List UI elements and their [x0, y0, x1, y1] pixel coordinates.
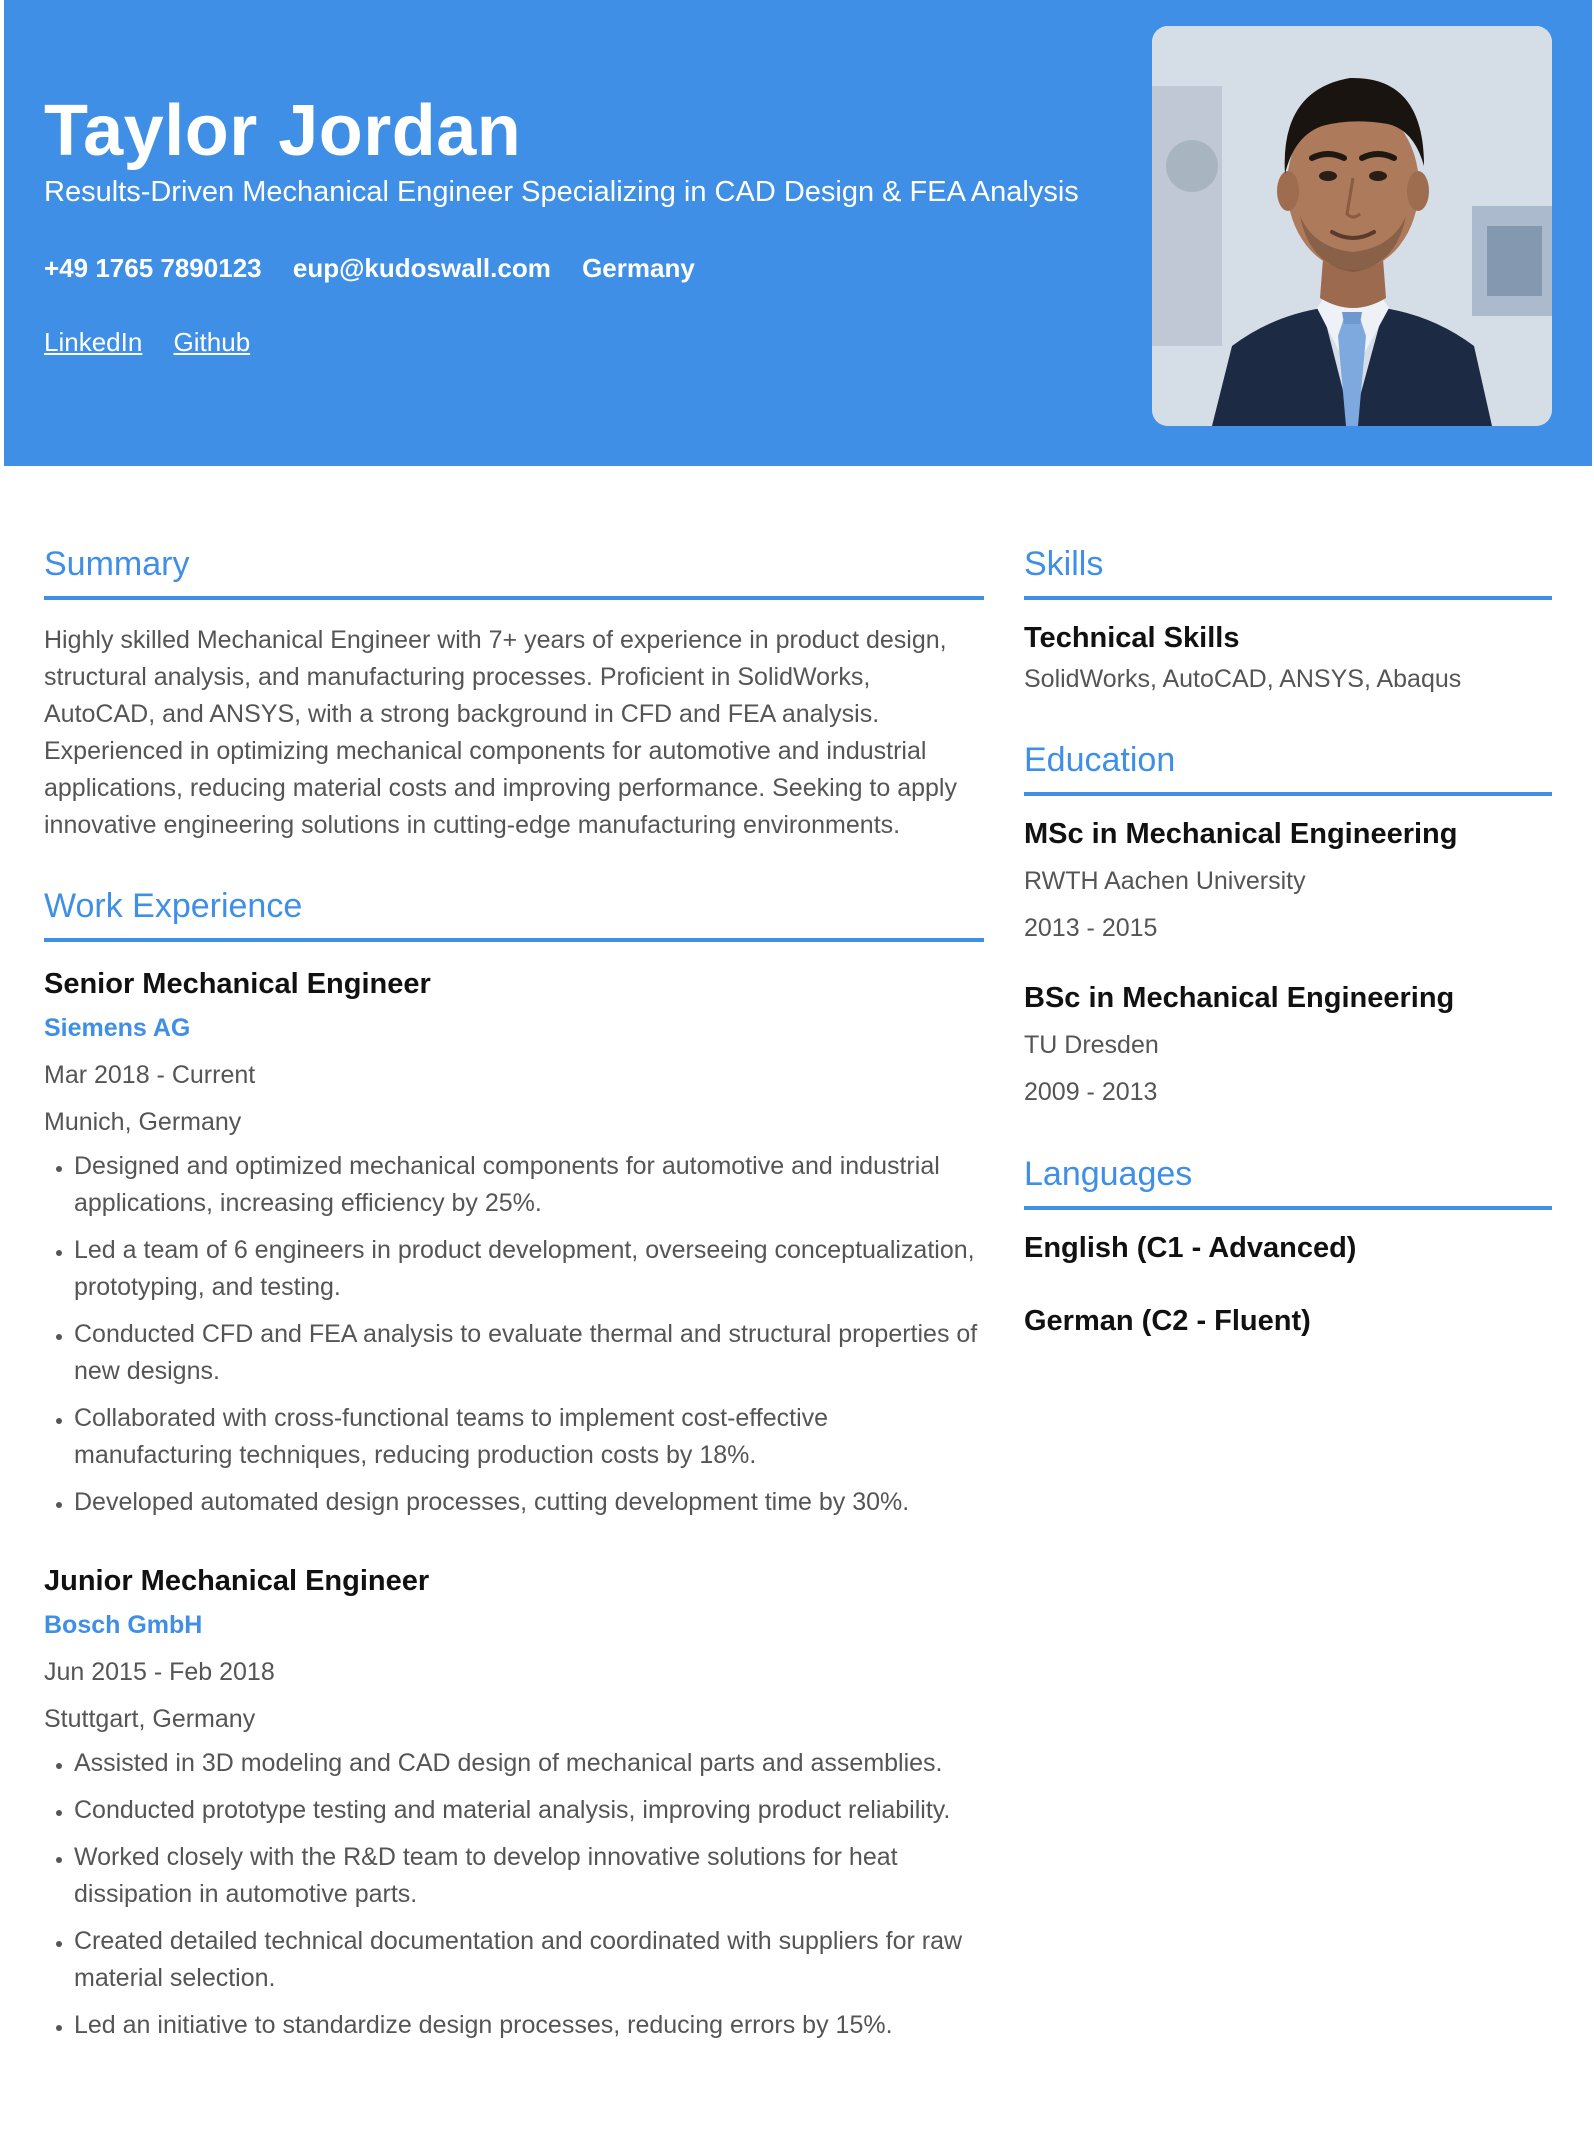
work-experience-section [44, 884, 984, 2044]
education-school: RWTH Aachen University [1024, 867, 1306, 895]
job-entry [44, 964, 984, 1521]
education-degree: MSc in Mechanical Engineering [1024, 818, 1458, 850]
job-title: Senior Mechanical Engineer [44, 968, 431, 1000]
job-bullet: • Worked closely with the R&D team to develop innovative solutions for heat dissipation in automotive parts. [74, 1839, 984, 1913]
education-entry [1024, 978, 1552, 1112]
main-column [44, 542, 984, 2054]
education-years: 2009 - 2013 [1024, 1078, 1158, 1106]
education-entry [1024, 814, 1552, 948]
education-school: TU Dresden [1024, 1031, 1159, 1059]
education-degree: BSc in Mechanical Engineering [1024, 982, 1455, 1014]
profile-photo [1152, 26, 1552, 426]
skills-heading: Skills [1024, 542, 1552, 600]
summary-section [44, 542, 984, 844]
job-bullet: • Designed and optimized mechanical components for automotive and industrial applications, increasing efficiency by 25%. [74, 1148, 984, 1222]
language-item: German (C2 - Fluent) [1024, 1305, 1311, 1337]
location-text: Germany [582, 253, 695, 283]
portrait-illustration [1152, 26, 1552, 426]
job-dates: Jun 2015 - Feb 2018 [44, 1658, 275, 1686]
job-company: Siemens AG [44, 1014, 191, 1042]
phone-number: +49 1765 7890123 [44, 253, 262, 283]
education-heading: Education [1024, 738, 1552, 796]
resume-header [4, 0, 1592, 466]
job-location: Munich, Germany [44, 1108, 242, 1136]
job-bullet: • Conducted prototype testing and material analysis, improving product reliability. [74, 1792, 984, 1829]
candidate-name: Taylor Jordan [44, 91, 522, 171]
email-address: eup@kudoswall.com [292, 253, 551, 283]
summary-text: Highly skilled Mechanical Engineer with 7+ years of experience in product design, structural analysis, and manufacturing processes. Proficient in SolidWorks, AutoCAD, and ANSYS, with a strong background in CFD and FEA analysis. Experienced in optimizing mechanical components for automotive and industrial applications, reducing material costs and improving performance. Seeking to apply innovative engineering solutions in cutting-edge manufacturing environments. [44, 626, 957, 839]
skill-group-items: SolidWorks, AutoCAD, ANSYS, Abaqus [1024, 665, 1462, 693]
job-bullet: • Led an initiative to standardize design processes, reducing errors by 15%. [74, 2007, 984, 2044]
candidate-tagline: Results-Driven Mechanical Engineer Specializing in CAD Design & FEA Analysis [44, 176, 1079, 208]
languages-section [1024, 1152, 1552, 1341]
education-years: 2013 - 2015 [1024, 914, 1158, 942]
job-bullet: • Conducted CFD and FEA analysis to evaluate thermal and structural properties of new designs. [74, 1316, 984, 1390]
job-entry [44, 1561, 984, 2044]
job-bullets [44, 1745, 984, 2044]
job-title: Junior Mechanical Engineer [44, 1565, 430, 1597]
linkedin-link[interactable]: LinkedIn [44, 327, 143, 357]
profile-links [44, 326, 274, 358]
job-location: Stuttgart, Germany [44, 1705, 256, 1733]
job-dates: Mar 2018 - Current [44, 1061, 256, 1089]
sidebar-column [1024, 542, 1552, 1341]
github-link[interactable]: Github [173, 327, 251, 357]
job-company: Bosch GmbH [44, 1611, 203, 1639]
language-item: English (C1 - Advanced) [1024, 1232, 1357, 1264]
skills-section [1024, 542, 1552, 698]
work-experience-heading: Work Experience [44, 884, 984, 942]
education-section [1024, 738, 1552, 1112]
summary-heading: Summary [44, 542, 984, 600]
job-bullet: • Created detailed technical documentation and coordinated with suppliers for raw material selection. [74, 1923, 984, 1997]
skill-group-name: Technical Skills [1024, 622, 1240, 654]
job-bullet: • Developed automated design processes, cutting development time by 30%. [74, 1484, 984, 1521]
job-bullet: • Led a team of 6 engineers in product development, overseeing conceptualization, prototyping, and testing. [74, 1232, 984, 1306]
languages-heading: Languages [1024, 1152, 1552, 1210]
job-bullet: • Assisted in 3D modeling and CAD design of mechanical parts and assemblies. [74, 1745, 984, 1782]
job-bullets [44, 1148, 984, 1521]
contact-row [44, 252, 719, 284]
job-bullet: • Collaborated with cross-functional teams to implement cost-effective manufacturing techniques, reducing production costs by 18%. [74, 1400, 984, 1474]
